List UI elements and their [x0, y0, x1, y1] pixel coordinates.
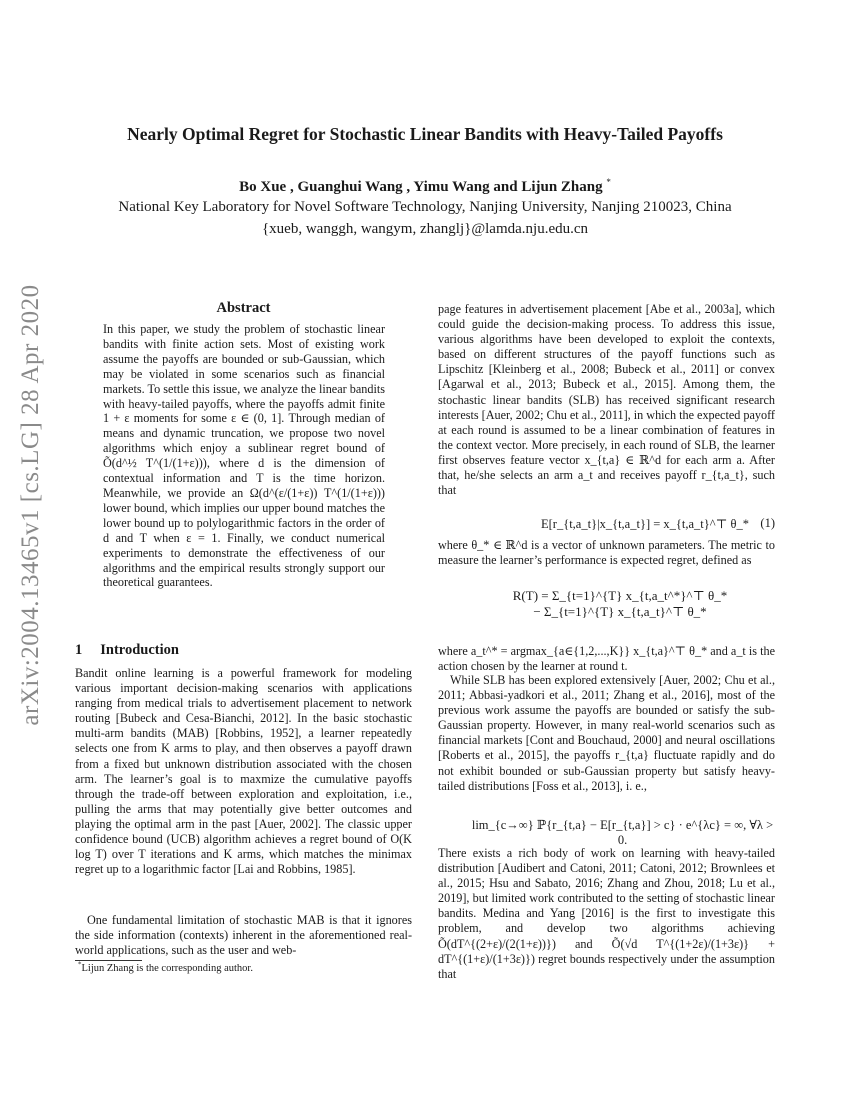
- intro-paragraph-2: One fundamental limitation of stochastic MAB is that it ignores the side information (contexts) inherent in the aforementioned real-world applications, such as the user and web-: [75, 913, 412, 958]
- footnote: [78, 960, 253, 974]
- author-names: Bo Xue , Guanghui Wang , Yimu Wang and Lijun Zhang: [239, 179, 603, 195]
- footnote-rule: [75, 960, 142, 961]
- abstract-body: In this paper, we study the problem of stochastic linear bandits with finite action sets. Most of existing work assume the payoffs are bounded or sub-Gaussian, which may be violated in some scenarios such as financial markets. To settle this issue, we analyze the linear bandits with heavy-tailed payoffs, where the payoffs admit finite 1 + ε moments for some ε ∈ (0, 1]. Through median of means and dynamic truncation, we propose two novel algorithms which enjoy a sublinear regret bound of Õ(d^½ T^(1/(1+ε))), where d is the dimension of contextual information and T is the time horizon. Meanwhile, we provide an Ω(d^(ε/(1+ε)) T^(1/(1+ε))) lower bound, which implies our upper bound matches the lower bound up to polylogarithmic factors in the order of d and T when ε = 1. Finally, we conduct numerical experiments to demonstrate the effectiveness of our algorithms and the empirical results strongly support our theoretical guarantees.: [103, 322, 385, 590]
- right-paragraph-4: While SLB has been explored extensively [Auer, 2002; Chu et al., 2011; Abbasi-yadkori et al., 2011; Zhang et al., 2016], most of the previous work assume the payoffs are bounded or satisfy the sub-Gaussian property. However, in many real-world scenarios such as financial markets [Cont and Bouchaud, 2000] and neural oscillations [Roberts et al., 2015], the payoffs r_{t,a} fluctuate rapidly and do not exhibit bounded or sub-Gaussian property but satisfy heavy-tailed distributions [Foss et al., 2013], i. e.,: [438, 673, 775, 793]
- right-paragraph-1: page features in advertisement placement [Abe et al., 2003a], which could guide the decision-making process. To address this issue, various algorithms have been developed to exploit the contexts, based on different structures of the payoff functions such as Lipschitz [Kleinberg et al., 2008; Bubeck et al., 2011] or convex [Agarwal et al., 2013; Bubeck et al., 2015]. Among them, the stochastic linear bandits (SLB) has received significant research interests [Auer, 2002; Chu et al., 2011], in which the expected payoff at each round is assumed to be a linear combination of features in the context vector. More precisely, in each round of SLB, the learner first observes feature vector x_{t,a} ∈ ℝ^d for each arm a. After that, he/she selects an arm a_t and receives payoff r_{t,a_t}, such that: [438, 302, 775, 498]
- affiliation: National Key Laboratory for Novel Software Technology, Nanjing University, Nanjing 210023, China: [118, 199, 732, 215]
- right-paragraph-2: where θ_* ∈ ℝ^d is a vector of unknown parameters. The metric to measure the learner’s performance is expected regret, defined as: [438, 538, 775, 568]
- arxiv-identifier: arXiv:2004.13465v1 [cs.LG] 28 Apr 2020: [17, 284, 44, 726]
- author-footnote-mark: *: [606, 177, 611, 187]
- footnote-text: Lijun Zhang is the corresponding author.: [81, 963, 253, 974]
- right-paragraph-3: where a_t^* = argmax_{a∈{1,2,...,K}} x_{t,a}^⊤ θ_* and a_t is the action chosen by the learner at round t.: [438, 644, 775, 674]
- arxiv-sidebar: [6, 284, 56, 726]
- equation-1-number: (1): [760, 516, 775, 530]
- author-emails: {xueb, wanggh, wangym, zhanglj}@lamda.nju.edu.cn: [261, 221, 589, 237]
- section-heading-introduction: [75, 642, 179, 659]
- footnote-mark: *: [78, 960, 82, 969]
- right-paragraph-5: There exists a rich body of work on learning with heavy-tailed distribution [Audibert and Catoni, 2011; Catoni, 2012; Brownlees et al., 2015; Hsu and Sabato, 2016; Zhang and Zhou, 2018; Lu et al., 2019], but limited work contributed to the setting of stochastic linear bandits. Medina and Yang [2016] is the first to investigate this problem, and develop two algorithms achieving Õ(dT^{(2+ε)/(2(1+ε))}) and Õ(√d T^{(1+2ε)/(1+3ε)} + dT^{(1+ε)/(1+3ε)}) regret bounds respectively under the assumption that: [438, 846, 775, 981]
- regret-equation: R(T) = Σ_{t=1}^{T} x_{t,a_t^*}^⊤ θ_* − Σ_{t=1}^{T} x_{t,a_t}^⊤ θ_*: [512, 588, 728, 619]
- abstract-heading: Abstract: [216, 300, 271, 316]
- equation-1-body: E[r_{t,a_t}|x_{t,a_t}] = x_{t,a_t}^⊤ θ_*: [541, 517, 750, 531]
- author-list: [0, 179, 850, 196]
- heavy-tail-equation: lim_{c→∞} ℙ{r_{t,a} − E[r_{t,a}] > c} · e^{λc} = ∞, ∀λ > 0.: [471, 818, 774, 847]
- section-number: 1: [75, 642, 83, 658]
- paper-title: Nearly Optimal Regret for Stochastic Linear Bandits with Heavy-Tailed Payoffs: [127, 124, 723, 144]
- section-title: Introduction: [100, 642, 179, 658]
- intro-paragraph-1: Bandit online learning is a powerful framework for modeling various important decision-making scenarios with applications ranging from medical trials to advertisement placement to network routing [Bubeck and Cesa-Bianchi, 2012]. In the basic stochastic multi-arm bandits (MAB) [Robbins, 1952], a learner repeatedly selects one from K arms to play, and then observes a payoff drawn from a fixed but unknown distribution associated with the chosen arm. The learner’s goal is to maxmize the cumulative payoffs through the trade-off between exploration and exploitation, i.e., pulling the arms that may potentially give better outcomes and playing the optimal arm in the past [Auer, 2002]. The classic upper confidence bound (UCB) algorithm achieves a regret bound of O(K log T) over T iterations and K arms, which matches the minimax regret up to a logarithmic factor [Lai and Robbins, 1985].: [75, 666, 412, 877]
